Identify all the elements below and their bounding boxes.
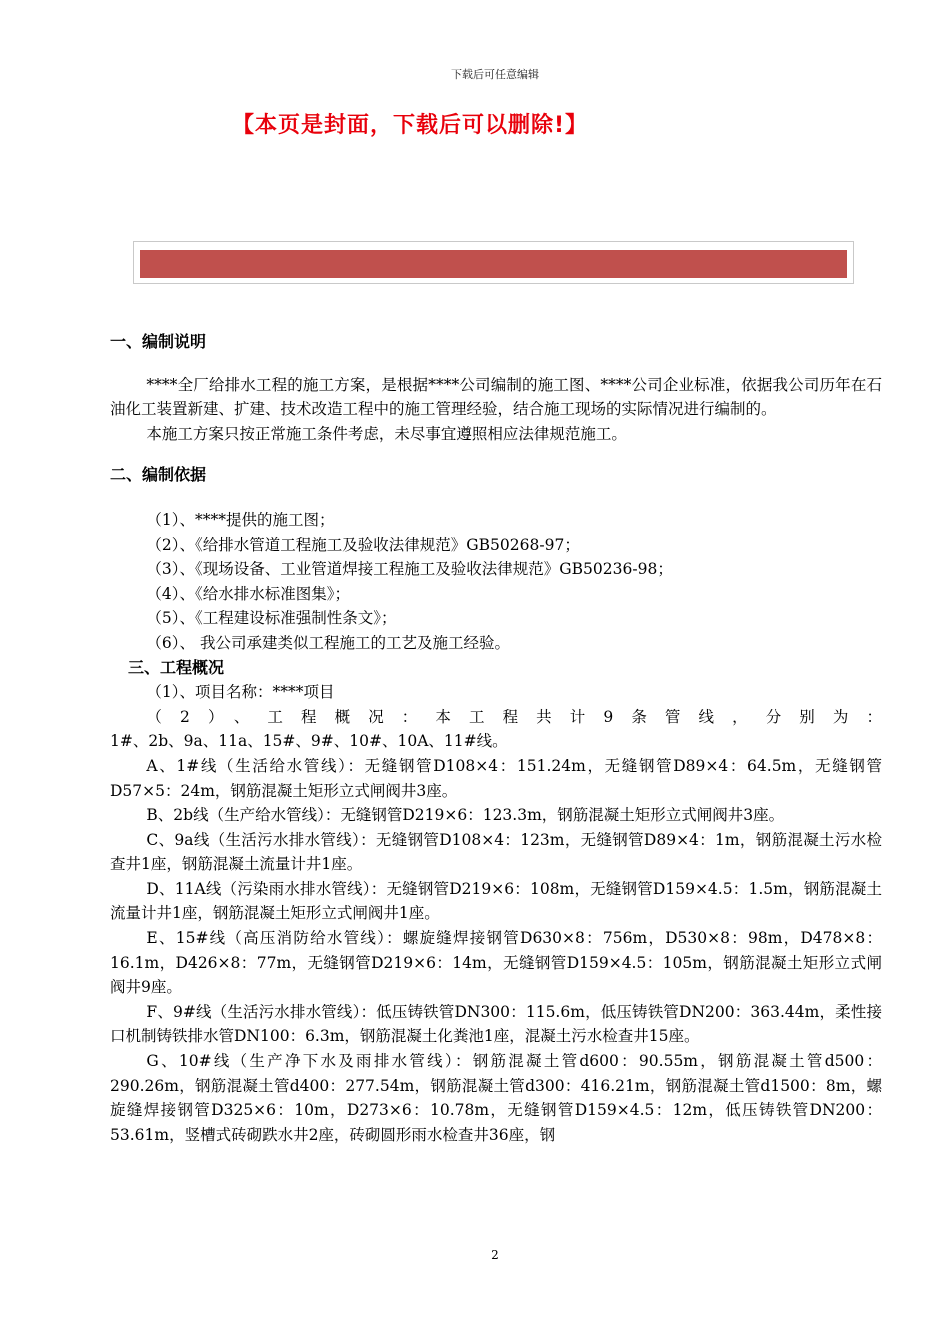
- reference-item: （2）、《给排水管道工程施工及验收法律规范》GB50268-97；: [146, 535, 580, 554]
- reference-item: （3）、《现场设备、工业管道焊接工程施工及验收法律规范》GB50236-98；: [146, 560, 673, 579]
- pipeline-description: B、2b线（生产给水管线）：无缝钢管D219×6：123.3m，钢筋混凝土矩形立式闸阀井3座。: [146, 806, 785, 825]
- overview-line: 1#、2b、9a、11a、15#、9#、10#、10A、11#线。: [110, 732, 508, 751]
- paragraph: ****全厂给排水工程的施工方案，是根据****公司编制的施工图、****公司企业标准，依据我公司历年在石油化工装置新建、扩建、技术改造工程中的施工管理经验，结合施工现场的实际情况进行编制的。: [110, 375, 882, 419]
- cover-notice: 【本页是封面，下载后可以删除!】: [232, 113, 589, 138]
- pipeline-description: E、15#线（高压消防给水管线）：螺旋缝焊接钢管D630×8：756m，D530×8：98m，D478×8：16.1m，D426×8：77m，无缝钢管D219×6：14m，无缝钢管D159×4.5：105m，钢筋混凝土矩形立式闸阀井9座。: [110, 929, 882, 997]
- pipeline-description: F、9#线（生活污水排水管线）：低压铸铁管DN300：115.6m，低压铸铁管DN200：363.44m，柔性接口机制铸铁排水管DN100：6.3m，钢筋混凝土化粪池1座，混凝土污水检查井15座。: [110, 1002, 882, 1046]
- pipeline-description: C、9a线（生活污水排水管线）：无缝钢管D108×4：123m，无缝钢管D89×4：1m，钢筋混凝土污水检查井1座，钢筋混凝土流量计井1座。: [110, 830, 882, 874]
- section-heading-3: 三、工程概况: [128, 657, 225, 677]
- header-note: 下载后可任意编辑: [451, 68, 539, 81]
- decorative-banner-bar: [140, 250, 847, 278]
- overview-line: （2）、工程概况：本工程共计9条管线，分别为：: [146, 707, 882, 726]
- reference-item: （1）、****提供的施工图；: [146, 510, 335, 529]
- reference-item: （4）、《给水排水标准图集》；: [146, 584, 351, 603]
- pipeline-description: A、1#线（生活给水管线）：无缝钢管D108×4：151.24m，无缝钢管D89×4：64.5m，无缝钢管D57×5：24m，钢筋混凝土矩形立式闸阀井3座。: [110, 756, 882, 800]
- reference-item: （5）、《工程建设标准强制性条文》；: [146, 609, 397, 628]
- section-heading-1: 一、编制说明: [110, 332, 207, 351]
- project-name: （1）、项目名称：****项目: [146, 683, 335, 702]
- pipeline-description: G、10#线（生产净下水及雨排水管线）：钢筋混凝土管d600：90.55m，钢筋混凝土管d500：290.26m，钢筋混凝土管d400：277.54m，钢筋混凝土管d300：416.21m，钢筋混凝土管d1500：8m，螺旋缝焊接钢管D325×6：10m，D273×6：10.78m，无缝钢管D159×4.5：12m，低压铸铁管DN200：53.61m，竖槽式砖砌跌水井2座，砖砌圆形雨水检查井36座，钢: [110, 1052, 882, 1144]
- document-body: [110, 330, 882, 1147]
- pipeline-description: D、11A线（污染雨水排水管线）：无缝钢管D219×6：108m，无缝钢管D159×4.5：1.5m，钢筋混凝土流量计井1座，钢筋混凝土矩形立式闸阀井1座。: [110, 879, 882, 923]
- section-heading-2: 二、编制依据: [110, 465, 207, 485]
- page-number: 2: [491, 1248, 499, 1262]
- paragraph: 本施工方案只按正常施工条件考虑，未尽事宜遵照相应法律规范施工。: [146, 424, 627, 443]
- reference-item: （6）、 我公司承建类似工程施工的工艺及施工经验。: [146, 633, 510, 652]
